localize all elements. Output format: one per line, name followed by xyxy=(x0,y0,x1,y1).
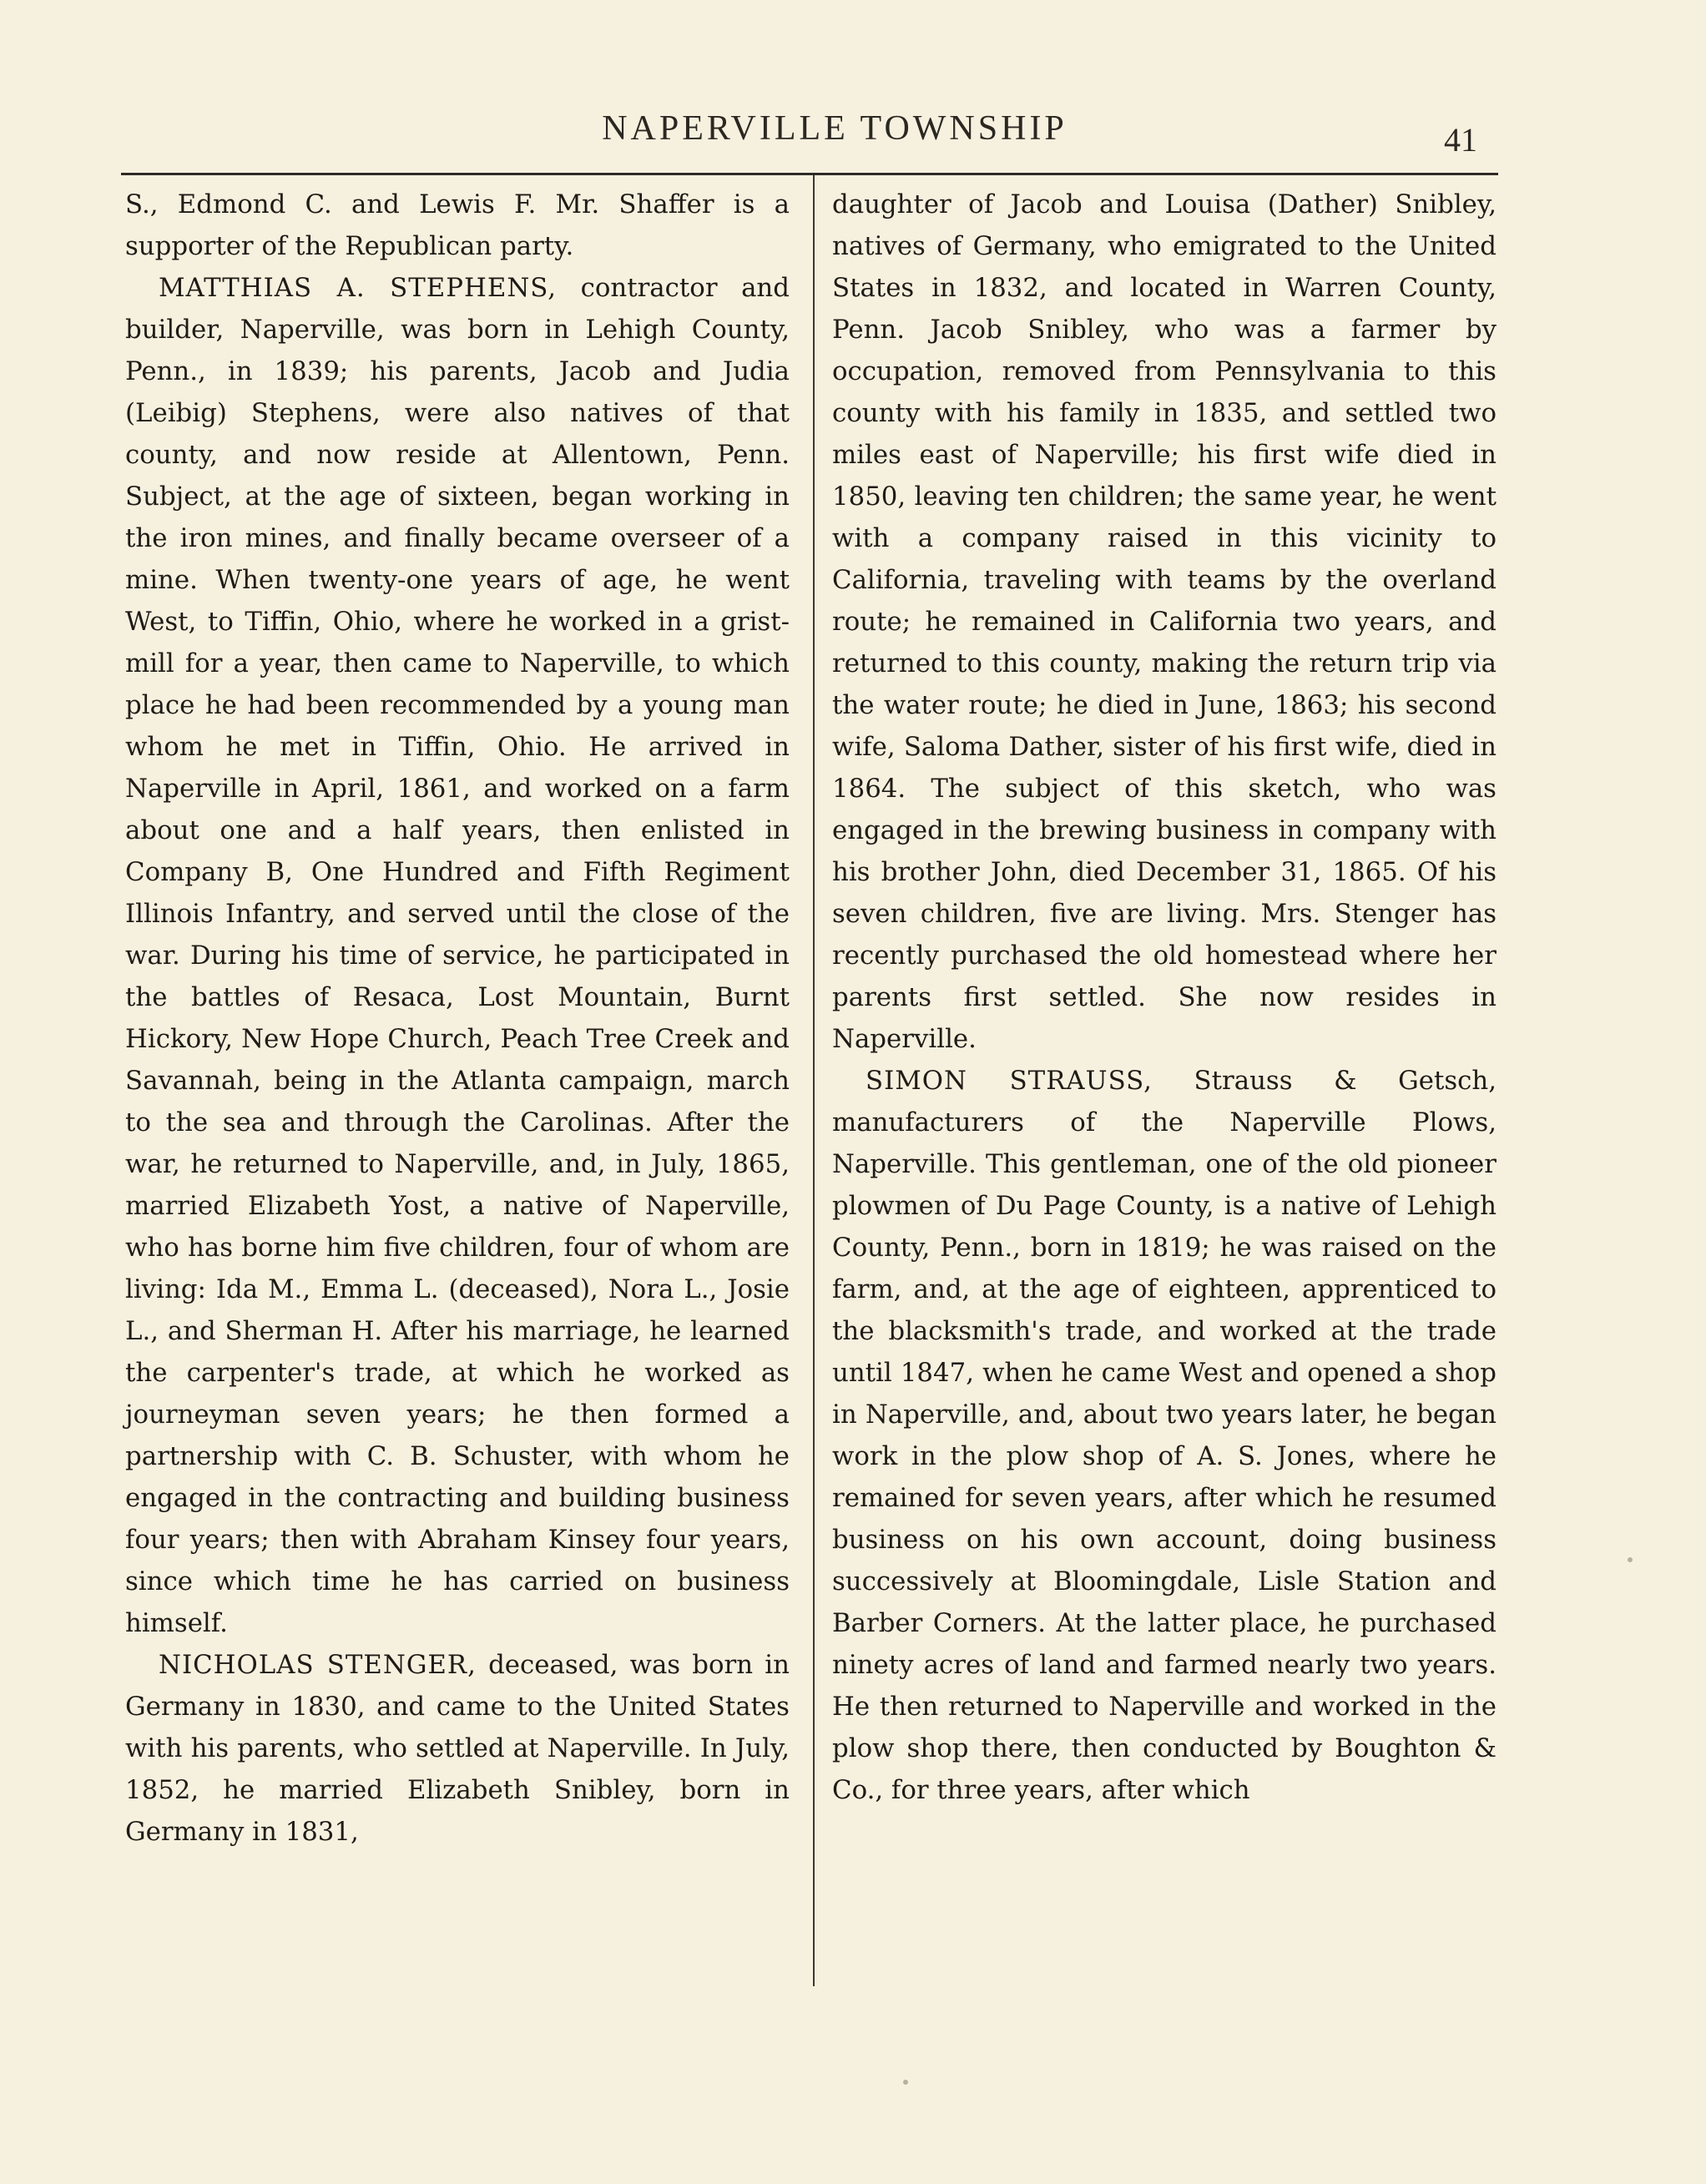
entry-text-matthias-stephens: contractor and builder, Naperville, was born in Lehigh County, Penn., in 1839; his parents, Jacob and Judia (Leibig) Stephens, were also natives of that county, and now reside at Allentown, Penn. Subject, at the age of sixteen, began working in the iron mines, and finally became overseer of a mine. When twenty-one years of age, he went West, to Tiffin, Ohio, where he worked in a grist-mill for a year, then came to Naperville, to which place he had been recommended by a young man whom he met in Tiffin, Ohio. He arrived in Naperville in April, 1861, and worked on a farm about one and a half years, then enlisted in Company B, One Hundred and Fifth Regiment Illinois Infantry, and served until the close of the war. During his time of service, he participated in the battles of Resaca, Lost Mountain, Burnt Hickory, New Hope Church, Peach Tree Creek and Savannah, being in the Atlanta campaign, march to the sea and through the Carolinas. After the war, he returned to Naperville, and, in July, 1865, married Elizabeth Yost, a native of Naperville, who has borne him five children, four of whom are living: Ida M., Emma L. (deceased), Nora L., Josie L., and Sherman H. After his marriage, he learned the carpenter's trade, at which he worked as journeyman seven years; he then formed a partnership with C. B. Schuster, with whom he engaged in the contracting and building business four years; then with Abraham Kinsey four years, since which time he has carried on business himself. xyxy=(125,273,790,1638)
entry-name-matthias-stephens: MATTHIAS A. STEPHENS, xyxy=(159,273,558,303)
paper-speck xyxy=(903,2080,908,2085)
paragraph-stenger-continuation: daughter of Jacob and Louisa (Dather) Snibley, natives of Germany, who emigrated to the United States in 1832, and located in Warren County, Penn. Jacob Snibley, who was a farmer by occupation, removed from Pennsylvania to this county with his family in 1835, and settled two miles east of Naperville; his first wife died in 1850, leaving ten children; the same year, he went with a company raised in this vicinity to California, traveling with teams by the overland route; he remained in California two years, and returned to this county, making the return trip via the water route; he died in June, 1863; his second wife, Saloma Dather, sister of his first wife, died in 1864. The subject of this sketch, who was engaged in the brewing business in company with his brother John, died December 31, 1865. Of his seven children, five are living. Mrs. Stenger has recently purchased the old homestead where her parents first settled. She now resides in Naperville. xyxy=(832,189,1497,1054)
right-column xyxy=(832,184,1497,1811)
paper-speck xyxy=(1628,1557,1633,1562)
entry-text-simon-strauss: Strauss & Getsch, manufacturers of the Naperville Plows, Naperville. This gentleman, one of the old pioneer plowmen of Du Page County, is a native of Lehigh County, Penn., born in 1819; he was raised on the farm, and, at the age of eighteen, apprenticed to the blacksmith's trade, and worked at the trade until 1847, when he came West and opened a shop in Naperville, and, about two years later, he began work in the plow shop of A. S. Jones, where he remained for seven years, after which he resumed business on his own account, doing business successively at Bloomingdale, Lisle Station and Barber Corners. At the latter place, he purchased ninety acres of land and farmed nearly two years. He then returned to Naperville and worked in the plow shop there, then conducted by Boughton & Co., for three years, after which xyxy=(832,1066,1497,1805)
column-divider xyxy=(813,175,815,1986)
entry-name-nicholas-stenger: NICHOLAS STENGER, xyxy=(159,1650,477,1680)
paragraph-nicholas-stenger xyxy=(125,1644,790,1853)
paragraph-matthias-stephens xyxy=(125,267,790,1644)
left-column xyxy=(125,184,790,1853)
entry-name-simon-strauss: SIMON STRAUSS, xyxy=(866,1066,1153,1096)
paragraph-shaffer-continuation: S., Edmond C. and Lewis F. Mr. Shaffer is a supporter of the Republican party. xyxy=(125,189,790,261)
entry-text-nicholas-stenger: deceased, was born in Germany in 1830, and came to the United States with his parents, who settled at Naperville. In July, 1852, he married Elizabeth Snibley, born in Germany in 1831, xyxy=(125,1650,790,1847)
running-header-title: NAPERVILLE TOWNSHIP xyxy=(602,109,1068,148)
page-number: 41 xyxy=(1444,121,1477,159)
header-rule xyxy=(121,173,1498,175)
paragraph-simon-strauss xyxy=(832,1060,1497,1811)
